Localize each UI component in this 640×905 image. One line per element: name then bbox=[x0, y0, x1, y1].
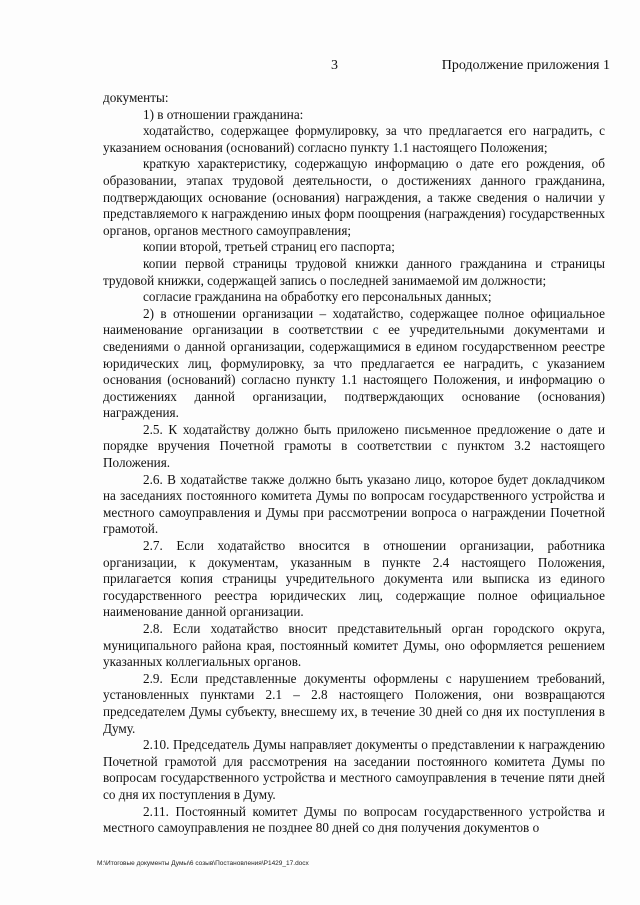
paragraph: 2.6. В ходатайстве также должно быть указано лицо, которое будет докладчиком на заседаниях постоянного комитета Думы по вопросам государственного устройства и местного самоуправления и Думы при рассмотрении вопроса о награждении Почетной грамотой. bbox=[103, 471, 605, 537]
paragraph: 2.11. Постоянный комитет Думы по вопросам государственного устройства и местного самоуправления не позднее 80 дней со дня получения документов о bbox=[103, 803, 605, 836]
paragraph: 2.9. Если представленные документы оформлены с нарушением требований, установленных пунктами 2.1 – 2.8 настоящего Положения, они возвращаются председателем Думы субъекту, внесшему их, в течение 30 дней со дня их поступления в Думу. bbox=[103, 670, 605, 736]
paragraph: копии второй, третьей страниц его паспорта; bbox=[143, 239, 395, 255]
paragraph: 2.10. Председатель Думы направляет документы о представлении к награждению Почетной грамотой для рассмотрения на заседании постоянного комитета Думы по вопросам государственного устройства и местного самоуправления в течение пяти дней со дня их поступления в Думу. bbox=[103, 737, 605, 802]
paragraph: 1) в отношении гражданина: bbox=[143, 106, 304, 122]
paragraph: документы: bbox=[103, 90, 169, 105]
appendix-header: Продолжение приложения 1 bbox=[441, 58, 610, 73]
paragraph: 2.7. Если ходатайство вносится в отношении организации, работника организации, к документам, указанным в пункте 2.4 настоящего Положения, прилагается копия страницы учредительного документа или выписка из единого государственного реестра юридических лиц, содержащие полное официальное наименование данной организации. bbox=[103, 538, 605, 620]
page-number: 3 bbox=[331, 58, 338, 73]
paragraph: краткую характеристику, содержащую информацию о дате его рождения, об образовании, этапах трудовой деятельности, о достижениях данного гражданина, подтверждающих основание (основания) награждения, а также сведения о наличии у представляемого к награждению иных форм поощрения (награждения) государственных органов, органов местного самоуправления; bbox=[103, 156, 605, 238]
document-body bbox=[103, 90, 605, 837]
paragraph: ходатайство, содержащее формулировку, за что предлагается его наградить, с указанием основания (оснований) согласно пункту 1.1 настоящего Положения; bbox=[103, 123, 605, 155]
paragraph: 2.8. Если ходатайство вносит представительный орган городского округа, муниципального района края, постоянный комитет Думы, оно оформляется решением указанных коллегиальных органов. bbox=[103, 621, 605, 670]
paragraph: 2) в отношении организации – ходатайство, содержащее полное официальное наименование организации в соответствии с ее учредительными документами и сведениями о данной организации, содержащимися в едином государственном реестре юридических лиц, формулировку, за что предлагается ее наградить, с указанием основания (оснований) согласно пункту 1.1 настоящего Положения, и информацию о достижениях данной организации, подтверждающих основание (основания) награждения. bbox=[103, 305, 605, 421]
paragraph: 2.5. К ходатайству должно быть приложено письменное предложение о дате и порядке вручения Почетной грамоты в соответствии с пунктом 3.2 настоящего Положения. bbox=[103, 421, 605, 471]
paragraph: согласие гражданина на обработку его персональных данных; bbox=[143, 289, 492, 305]
file-path-footer: M:\Итоговые документы Думы\6 созыв\Постановления\P1429_17.docx bbox=[97, 860, 309, 867]
paragraph: копии первой страницы трудовой книжки данного гражданина и страницы трудовой книжки, содержащей запись о последней занимаемой им должности; bbox=[103, 255, 605, 288]
